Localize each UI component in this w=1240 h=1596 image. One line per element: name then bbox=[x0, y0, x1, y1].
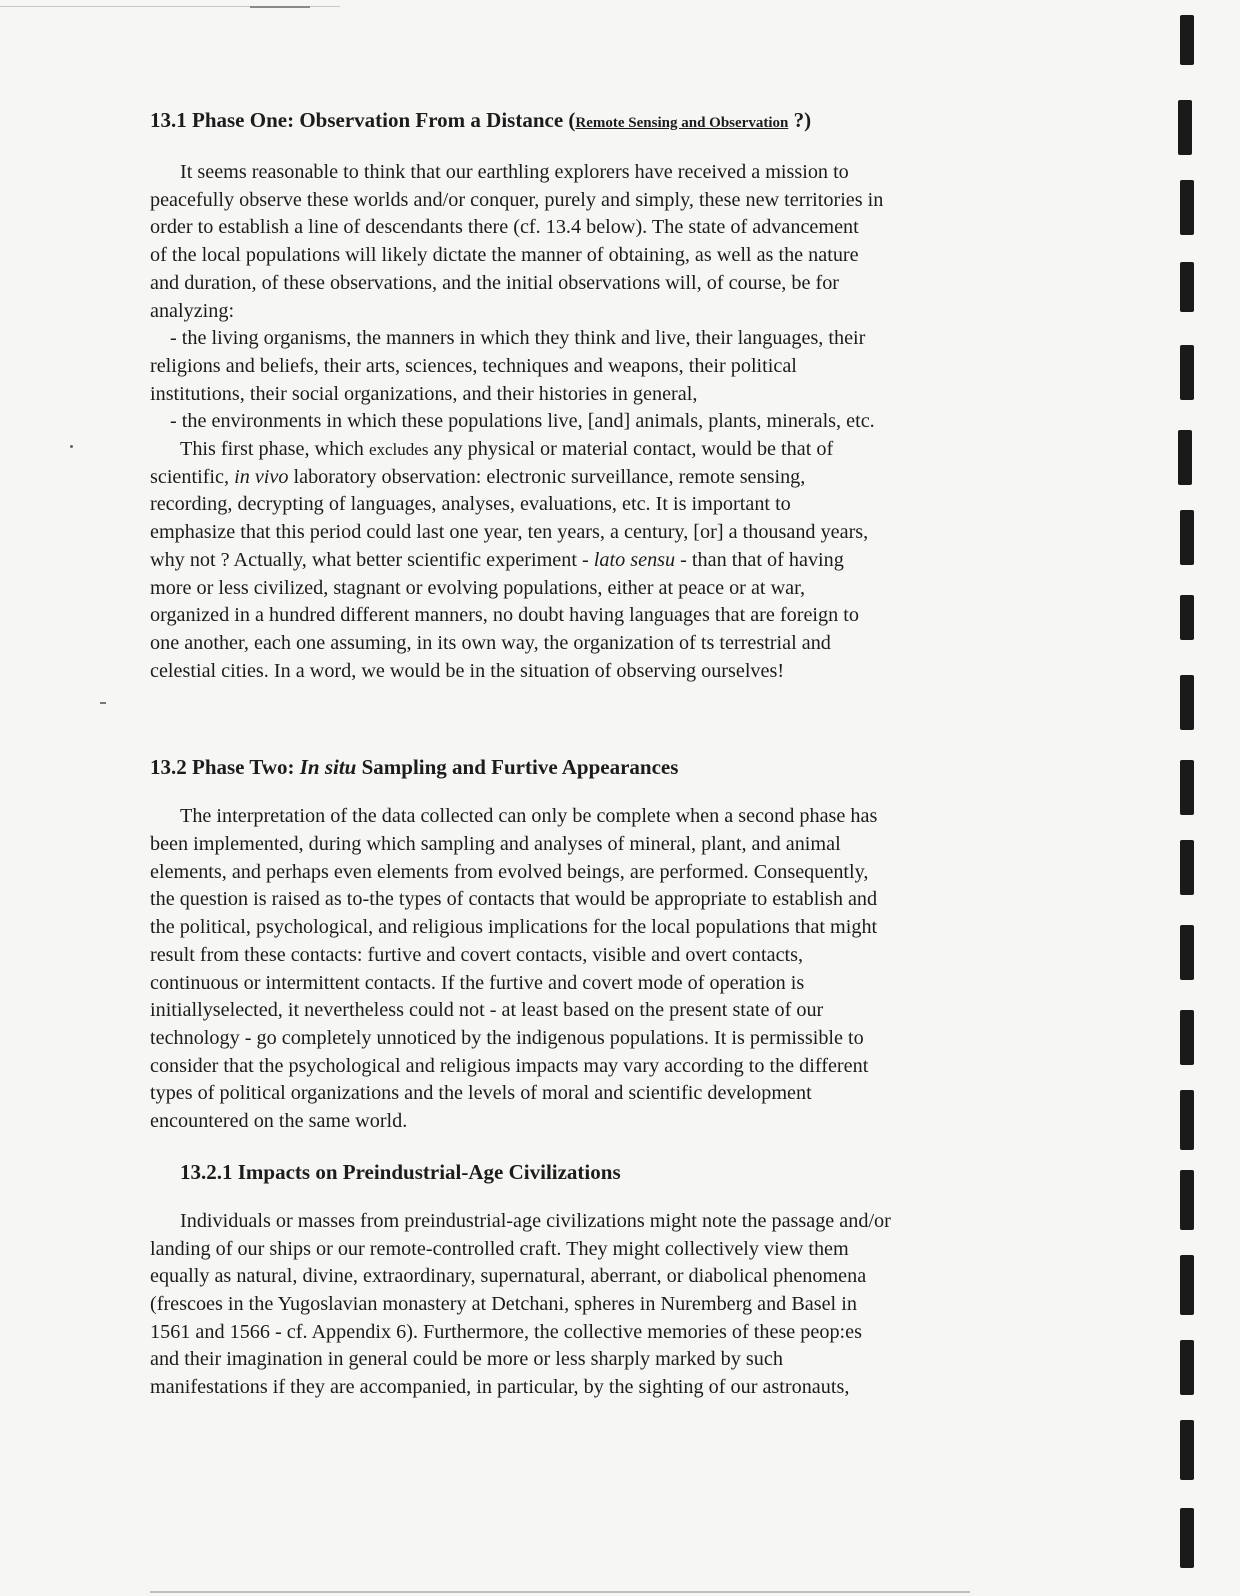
punch-hole bbox=[1180, 1010, 1194, 1065]
text-run: laboratory observation: electronic surveillance, remote sensing, bbox=[288, 465, 806, 488]
scan-speck bbox=[70, 445, 73, 448]
text-line: consider that the psychological and religious impacts may vary according to the different bbox=[150, 1054, 869, 1077]
text-line: of the local populations will likely dictate the manner of obtaining, as well as the nature bbox=[150, 244, 859, 267]
text-line: result from these contacts: furtive and covert contacts, visible and overt contacts, bbox=[150, 943, 804, 966]
punch-hole bbox=[1180, 595, 1194, 640]
text-line: celestial cities. In a word, we would be in the situation of observing ourselves! bbox=[150, 659, 785, 682]
text-line: and duration, of these observations, and the initial observations will, of course, be for bbox=[150, 271, 840, 294]
heading-end: ?) bbox=[788, 108, 812, 132]
heading-text: 13.2 Phase Two: bbox=[150, 755, 300, 780]
punch-hole bbox=[1180, 1170, 1194, 1230]
text-run: excludes bbox=[368, 440, 429, 460]
section-13-2-1-paragraph bbox=[150, 1208, 1050, 1402]
text-line: organized in a hundred different manners, no doubt having languages that are foreign to bbox=[150, 604, 859, 627]
text-run: This first phase, which bbox=[180, 438, 369, 461]
punch-hole bbox=[1180, 1340, 1194, 1395]
text-line: (frescoes in the Yugoslavian monastery at Detchani, spheres in Nuremberg and Basel in bbox=[150, 1292, 857, 1315]
section-13-2-paragraph bbox=[150, 803, 1050, 1135]
punch-hole bbox=[1180, 510, 1194, 565]
scan-edge-bottom bbox=[150, 1591, 970, 1593]
punch-hole bbox=[1180, 760, 1194, 815]
punch-hole bbox=[1180, 1255, 1194, 1315]
punch-hole bbox=[1180, 1090, 1194, 1150]
text-line: analyzing: bbox=[150, 299, 235, 322]
punch-hole bbox=[1180, 675, 1194, 730]
text-line: the question is raised as to-the types of contacts that would be appropriate to establish and bbox=[150, 888, 878, 911]
scan-edge-top-mark bbox=[250, 6, 310, 8]
punch-hole bbox=[1178, 100, 1192, 155]
text-line bbox=[150, 464, 1050, 492]
text-line bbox=[150, 436, 1050, 464]
text-line: The interpretation of the data collected can only be complete when a second phase has bbox=[180, 805, 878, 828]
section-13-1-paragraph bbox=[150, 159, 1050, 685]
text-line: emphasize that this period could last one year, ten years, a century, [or] a thousand years, bbox=[150, 521, 869, 544]
text-run: any physical or material contact, would be that of bbox=[428, 438, 834, 461]
text-line: manifestations if they are accompanied, in particular, by the sighting of our astronauts, bbox=[150, 1376, 850, 1399]
punch-hole bbox=[1180, 180, 1194, 235]
text-line: recording, decrypting of languages, analyses, evaluations, etc. It is important to bbox=[150, 493, 791, 516]
text-line: continuous or intermittent contacts. If the furtive and covert mode of operation is bbox=[150, 971, 805, 994]
punch-hole bbox=[1180, 840, 1194, 895]
punch-hole bbox=[1180, 1508, 1194, 1568]
heading-text-italic: In situ bbox=[299, 755, 357, 780]
text-line: 1561 and 1566 - cf. Appendix 6). Furthermore, the collective memories of these peop:es bbox=[150, 1320, 862, 1343]
heading-note: Remote Sensing and Observation bbox=[575, 115, 789, 131]
heading-text: Sampling and Furtive Appearances bbox=[356, 755, 679, 780]
document-body bbox=[150, 100, 1050, 1402]
text-line: the political, psychological, and religious implications for the local populations that might bbox=[150, 916, 878, 939]
text-line: been implemented, during which sampling and analyses of mineral, plant, and animal bbox=[150, 833, 841, 856]
list-item-line: religions and beliefs, their arts, sciences, techniques and weapons, their political bbox=[150, 354, 797, 377]
text-line: more or less civilized, stagnant or evolving populations, either at peace or at war, bbox=[150, 576, 806, 599]
text-line: technology - go completely unnoticed by the indigenous populations. It is permissible to bbox=[150, 1026, 864, 1049]
punch-hole bbox=[1178, 430, 1192, 485]
punch-hole bbox=[1180, 1420, 1194, 1480]
text-run: scientific, bbox=[150, 465, 235, 488]
list-item-line: institutions, their social organizations, and their histories in general, bbox=[150, 382, 698, 405]
list-item-line: - the living organisms, the manners in which they think and live, their languages, their bbox=[170, 327, 866, 350]
text-line: types of political organizations and the levels of moral and scientific development bbox=[150, 1082, 812, 1105]
text-run-italic: in vivo bbox=[234, 465, 289, 488]
text-line: initiallyselected, it nevertheless could not - at least based on the present state of our bbox=[150, 999, 824, 1022]
text-line: elements, and perhaps even elements from evolved beings, are performed. Consequently, bbox=[150, 860, 869, 883]
section-heading-13-2-1: 13.2.1 Impacts on Preindustrial-Age Civilizations bbox=[180, 1159, 621, 1184]
heading-text: 13.1 Phase One: Observation From a Distance ( bbox=[150, 108, 576, 132]
punch-hole bbox=[1180, 925, 1194, 980]
text-line: peacefully observe these worlds and/or conquer, purely and simply, these new territories in bbox=[150, 188, 884, 211]
text-line: landing of our ships or our remote-controlled craft. They might collectively view them bbox=[150, 1237, 849, 1260]
punch-hole bbox=[1180, 345, 1194, 400]
text-run: why not ? Actually, what better scientific experiment - bbox=[150, 548, 594, 571]
text-line: order to establish a line of descendants there (cf. 13.4 below). The state of advancement bbox=[150, 216, 859, 239]
text-run: - than that of having bbox=[675, 548, 844, 571]
text-run-italic: lato sensu bbox=[593, 548, 676, 571]
punch-hole bbox=[1180, 15, 1194, 65]
section-heading-13-2 bbox=[150, 753, 1050, 781]
list-item-line: - the environments in which these populations live, [and] animals, plants, minerals, etc. bbox=[170, 410, 875, 433]
text-line: and their imagination in general could be more or less sharply marked by such bbox=[150, 1348, 783, 1371]
section-heading-13-1 bbox=[150, 106, 1050, 137]
text-line: Individuals or masses from preindustrial-age civilizations might note the passage and/or bbox=[180, 1209, 891, 1232]
scan-speck bbox=[100, 702, 106, 704]
text-line: encountered on the same world. bbox=[150, 1110, 408, 1133]
text-line: one another, each one assuming, in its own way, the organization of ts terrestrial and bbox=[150, 631, 831, 654]
text-line bbox=[150, 547, 1050, 575]
text-line: It seems reasonable to think that our earthling explorers have received a mission to bbox=[180, 161, 849, 183]
text-line: equally as natural, divine, extraordinary, supernatural, aberrant, or diabolical phenomena bbox=[150, 1265, 867, 1288]
punch-hole bbox=[1180, 262, 1194, 312]
